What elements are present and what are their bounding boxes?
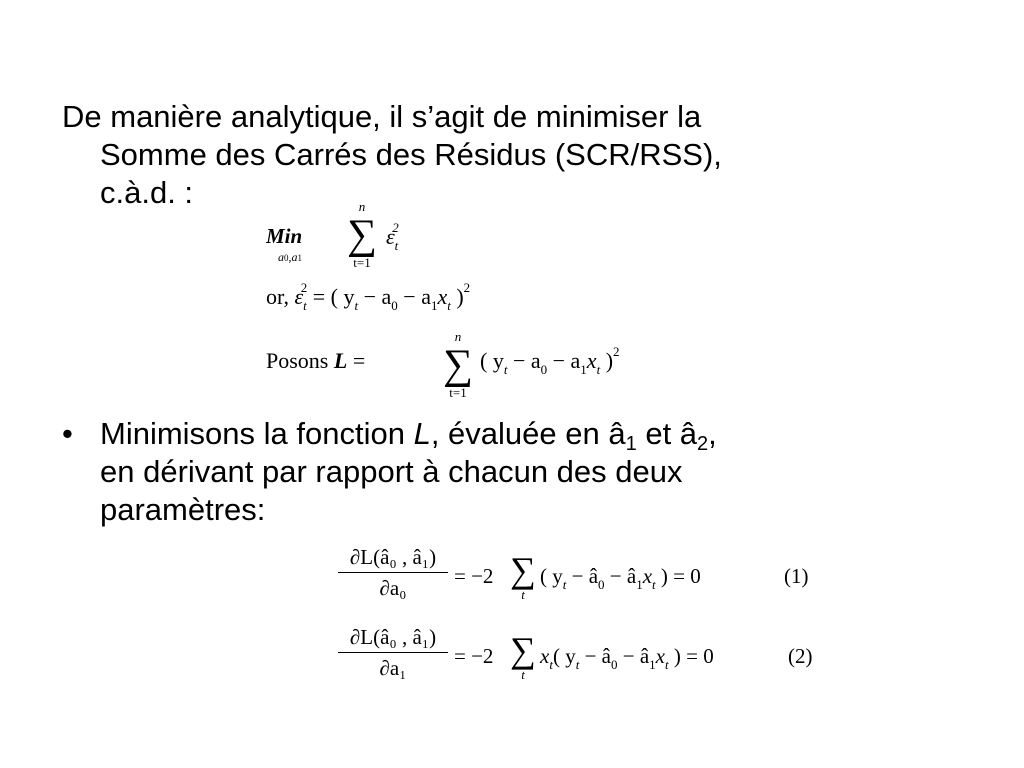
bullet-paragraph (62, 415, 962, 529)
derivative-1-fraction: ∂L(â₀ , â₁) ∂a₀ (338, 544, 448, 601)
bullet-line-1: Minimisons la fonction L, évaluée en â1 et â2, (100, 416, 717, 455)
posons-body: ( $y_t - a_0 - a_1x_t$ )$^2$ (480, 344, 620, 377)
derivative-1-rhs: = −2 (454, 564, 494, 588)
derivative-equation-2 (338, 624, 838, 694)
equation-posons (266, 330, 726, 400)
equation-or: or, $\varepsilon_t^2$ = ( $y_t - a_0 - a_1x_t$ )$^2$ (266, 280, 471, 313)
derivative-1-body: ( $y_t$ − $â_0$ − $â_1x_t$ ) = 0 (540, 564, 701, 592)
derivative-equation-1 (338, 544, 838, 614)
bullet-marker: • (62, 416, 73, 451)
equation-label-1: (1) (784, 564, 809, 588)
derivative-2-body: $x_t$( $y_t$ − $â_0$ − $â_1x_t$ ) = 0 (540, 644, 714, 672)
bullet-line-3: paramètres: (100, 492, 266, 527)
derivative-1-sum: ∑ t (510, 550, 536, 602)
equation-label-2: (2) (788, 644, 813, 668)
posons-sum-operator: n ∑ t=1 (443, 329, 473, 400)
min-word: Min (266, 224, 303, 248)
intro-line-1: De manière analytique, il s’agit de minimiser la (62, 99, 702, 134)
intro-line-3: c.à.d. : (100, 175, 194, 210)
derivative-2-rhs: = −2 (454, 644, 494, 668)
posons-label: Posons L = (266, 348, 366, 373)
derivative-2-fraction: ∂L(â₀ , â₁) ∂a₁ (338, 624, 448, 681)
equation-min (266, 200, 466, 280)
min-subscript: a0,a1 (278, 250, 302, 264)
sum-operator: n ∑ t=1 (347, 199, 377, 270)
intro-paragraph (62, 98, 942, 212)
bullet-line-2: en dérivant par rapport à chacun des deux (100, 454, 683, 489)
epsilon: $\varepsilon_t^2$ (386, 220, 399, 253)
intro-line-2: Somme des Carrés des Résidus (SCR/RSS), (100, 137, 722, 172)
derivative-2-sum: ∑ t (510, 630, 536, 682)
